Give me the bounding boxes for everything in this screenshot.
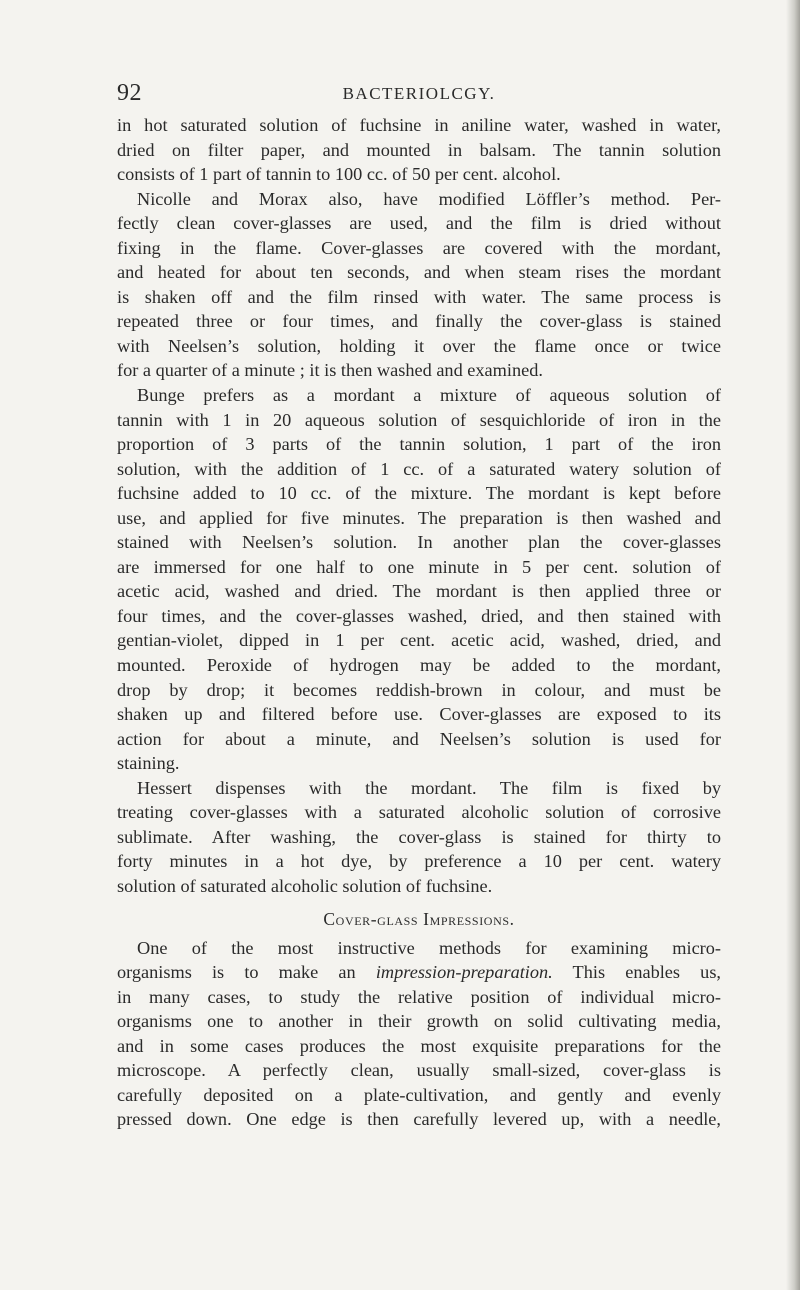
text-line: One of the most instructive methods for examining micro-	[137, 937, 721, 958]
text-line: pressed down. One edge is then carefully levered up, with a needle,	[117, 1109, 721, 1130]
text-line: in hot saturated solution of fuchsine in aniline water, washed in water,	[117, 115, 721, 135]
text-line: action for about a minute, and Neelsen’s solution is used for	[117, 728, 721, 749]
text-line: dried on filter paper, and mounted in balsam. The tannin solution	[117, 139, 721, 160]
text-segment: This enables us,	[552, 962, 721, 983]
text-line: treating cover-glasses with a saturated alcoholic solution of corrosive	[117, 802, 721, 823]
text-line	[117, 960, 721, 985]
text-line: solution of saturated alcoholic solution of fuchsine.	[117, 875, 493, 896]
text-line: fuchsine added to 10 cc. of the mixture. The mordant is kept before	[117, 483, 721, 504]
text-line: gentian-violet, dipped in 1 per cent. acetic acid, washed, dried, and	[117, 630, 721, 651]
text-line: four times, and the cover-glasses washed, dried, and then stained with	[117, 605, 721, 626]
text-line: fixing in the flame. Cover-glasses are covered with the mordant,	[117, 237, 721, 258]
page-header	[117, 80, 721, 110]
text-line: repeated three or four times, and finally the cover-glass is stained	[117, 311, 721, 332]
text-line: organisms one to another in their growth on solid cultivating media,	[117, 1011, 721, 1032]
text-line: shaken up and filtered before use. Cover-glasses are exposed to its	[117, 704, 721, 725]
text-line: are immersed for one half to one minute in 5 per cent. solution of	[117, 556, 721, 577]
text-line: acetic acid, washed and dried. The mordant is then applied three or	[117, 581, 721, 602]
section-heading: Cover-glass Impressions.	[323, 908, 515, 929]
text-segment: organisms is to make an	[117, 962, 376, 983]
text-line: in many cases, to study the relative position of individual micro-	[117, 986, 721, 1007]
text-line: sublimate. After washing, the cover-glass is stained for thirty to	[117, 826, 721, 847]
text-line: drop by drop; it becomes reddish-brown in colour, and must be	[117, 679, 721, 700]
text-line: and heated for about ten seconds, and when steam rises the mordant	[117, 262, 721, 283]
body-text	[117, 113, 721, 1132]
page-number: 92	[117, 80, 142, 106]
text-line: Hessert dispenses with the mordant. The film is fixed by	[137, 777, 721, 798]
text-line: forty minutes in a hot dye, by preference a 10 per cent. watery	[117, 851, 721, 872]
text-line: Nicolle and Morax also, have modified Löffler’s method. Per-	[137, 188, 721, 209]
text-line: stained with Neelsen’s solution. In another plan the cover-glasses	[117, 532, 721, 553]
italic-term: impression-preparation.	[375, 962, 553, 983]
text-line: tannin with 1 in 20 aqueous solution of sesquichloride of iron in the	[117, 409, 721, 430]
text-line: for a quarter of a minute ; it is then washed and examined.	[117, 360, 543, 381]
text-line: staining.	[117, 753, 180, 774]
running-head: BACTERIOLCGY.	[342, 84, 496, 103]
text-line: proportion of 3 parts of the tannin solution, 1 part of the iron	[117, 434, 721, 455]
text-line: Bunge prefers as a mordant a mixture of aqueous solution of	[137, 385, 721, 406]
text-line: fectly clean cover-glasses are used, and the film is dried without	[117, 213, 721, 234]
text-line: use, and applied for five minutes. The preparation is then washed and	[117, 507, 721, 528]
text-line: with Neelsen’s solution, holding it over the flame once or twice	[117, 335, 721, 356]
page-edge-shadow	[786, 0, 800, 1290]
text-line: solution, with the addition of 1 cc. of a saturated watery solution of	[117, 458, 721, 479]
text-line: and in some cases produces the most exquisite preparations for the	[117, 1035, 721, 1056]
text-line: microscope. A perfectly clean, usually small-sized, cover-glass is	[117, 1060, 721, 1081]
text-line: is shaken off and the film rinsed with water. The same process is	[117, 286, 721, 307]
text-line: mounted. Peroxide of hydrogen may be added to the mordant,	[117, 655, 721, 676]
text-line: carefully deposited on a plate-cultivation, and gently and evenly	[117, 1084, 721, 1105]
text-line: consists of 1 part of tannin to 100 cc. of 50 per cent. alcohol.	[117, 164, 561, 185]
